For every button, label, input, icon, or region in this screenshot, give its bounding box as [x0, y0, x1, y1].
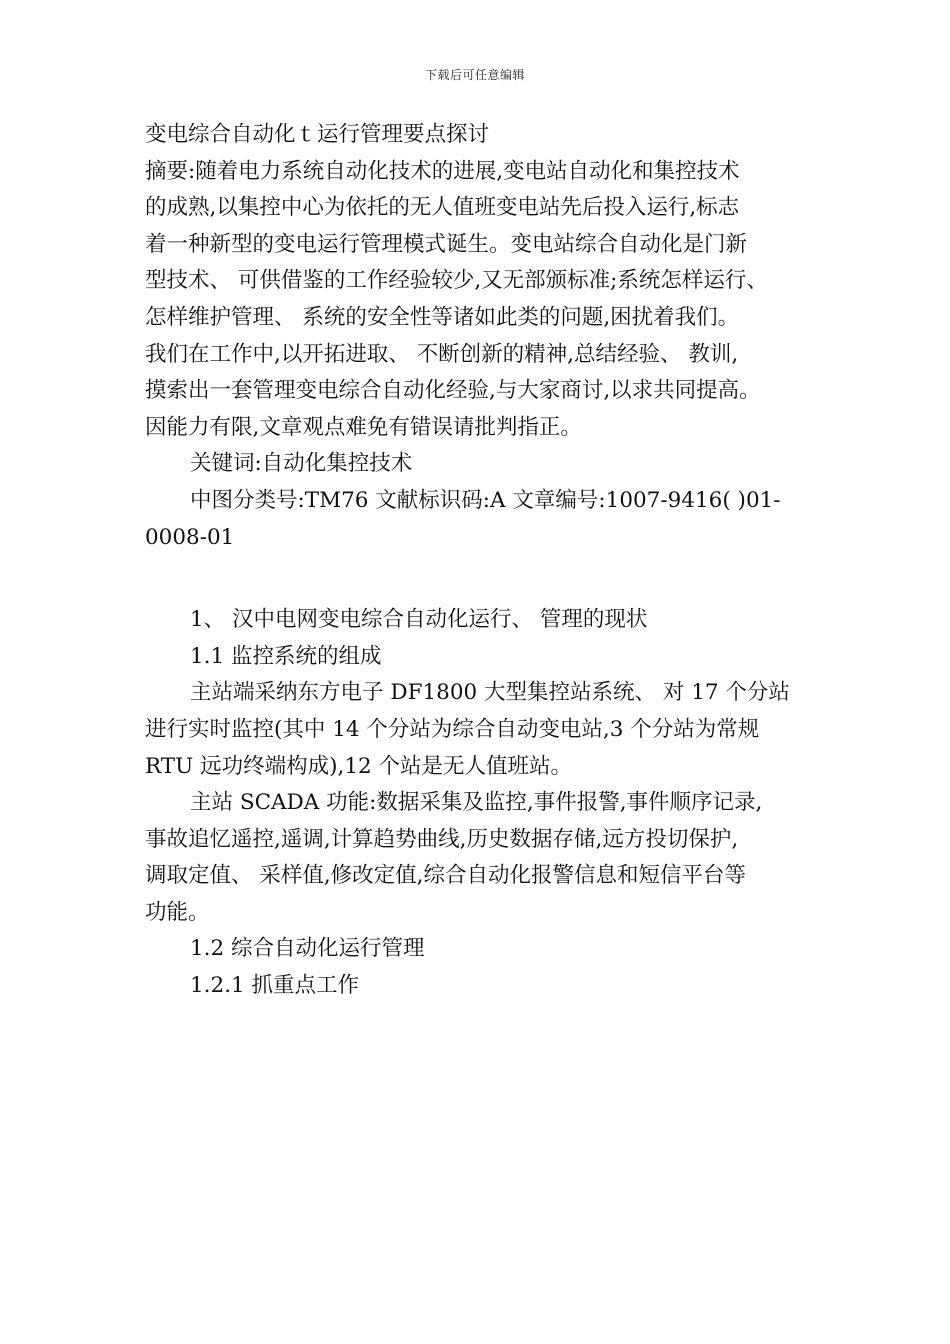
spacer [145, 556, 825, 602]
abstract-line: 因能力有限,文章观点难免有错误请批判指正。 [145, 414, 582, 440]
subsection-heading: 1.2 综合自动化运行管理 [190, 936, 425, 962]
section-heading: 1、 汉中电网变电综合自动化运行、 管理的现状 [190, 607, 648, 633]
paragraph-line: 进行实时监控(其中 14 个分站为综合自动变电站,3 个分站为常规 [145, 716, 760, 742]
keywords: 关键词:自动化集控技术 [190, 451, 413, 477]
subsubsection-heading: 1.2.1 抓重点工作 [190, 973, 360, 999]
paragraph [145, 785, 825, 931]
abstract-line: 着一种新型的变电运行管理模式诞生。变电站综合自动化是门新 [145, 231, 748, 257]
abstract-line: 摸索出一套管理变电综合自动化经验,与大家商讨,以求共同提高。 [145, 378, 761, 404]
subsection-heading: 1.1 监控系统的组成 [190, 643, 382, 669]
abstract-line: 的成熟,以集控中心为依托的无人值班变电站先后投入运行,标志 [145, 195, 740, 221]
paragraph-line: 调取定值、 采样值,修改定值,综合自动化报警信息和短信平台等 [145, 863, 747, 889]
abstract-line: 摘要:随着电力系统自动化技术的进展,变电站自动化和集控技术 [145, 158, 740, 184]
document-title: 变电综合自动化ｔ运行管理要点探讨 [145, 122, 490, 147]
paragraph-line: RTU 远功终端构成),12 个站是无人值班站。 [145, 753, 573, 779]
abstract [145, 154, 825, 447]
paragraph-line: 功能。 [145, 899, 210, 925]
abstract-line: 怎样维护管理、 系统的安全性等诸如此类的问题,困扰着我们。 [145, 304, 740, 330]
paragraph-line: 事故追忆遥控,遥调,计算趋势曲线,历史数据存储,远方投切保护, [145, 826, 739, 852]
paragraph-line: 主站 SCADA 功能:数据采集及监控,事件报警,事件顺序记录, [190, 790, 763, 816]
paragraph [145, 675, 825, 785]
classification-line: 中图分类号:TM76 文献标识码:A 文章编号:1007-9416( )01- [190, 487, 781, 513]
abstract-line: 我们在工作中,以开拓进取、 不断创新的精神,总结经验、 教训, [145, 341, 739, 367]
abstract-line: 型技术、 可供借鉴的工作经验较少,又无部颁标准;系统怎样运行、 [145, 268, 768, 294]
paragraph-line: 主站端采纳东方电子 DF1800 大型集控站系统、 对 17 个分站 [190, 680, 790, 706]
classification-line-continued: 0008-01 [145, 524, 235, 550]
page-header: 下载后可任意编辑 [424, 68, 525, 82]
document-body [145, 117, 825, 1005]
